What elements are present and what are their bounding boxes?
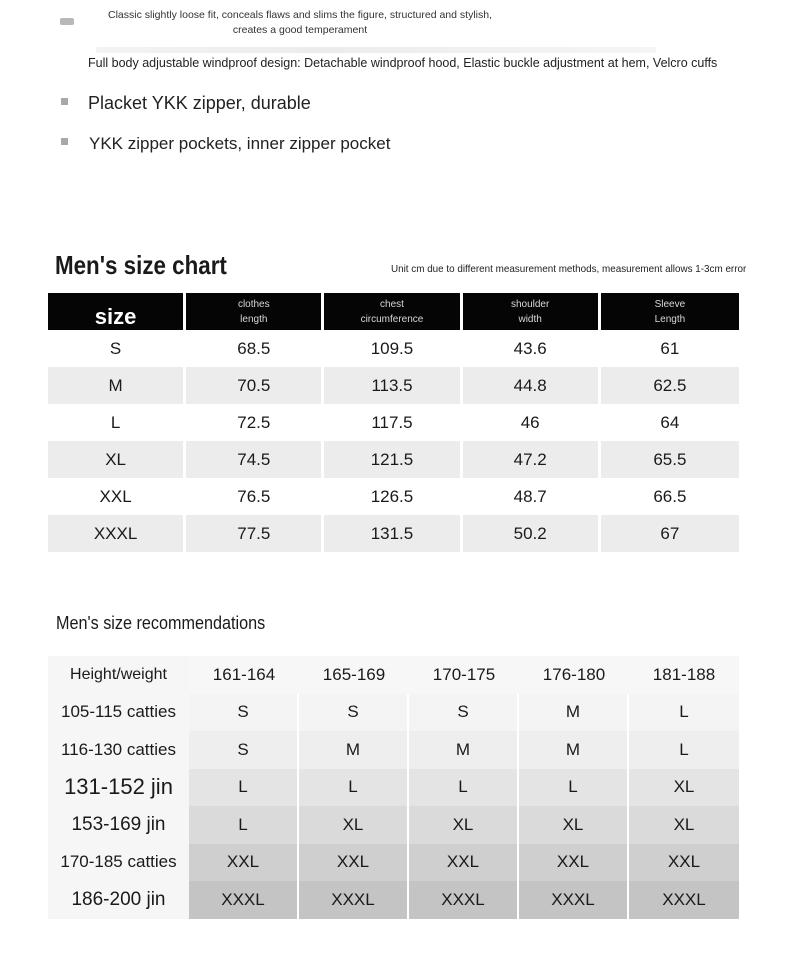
size-cell: XL (629, 806, 739, 844)
weight-label: 116-130 catties (48, 731, 189, 769)
size-cell: M (299, 731, 409, 769)
size-cell: L (299, 769, 409, 807)
cell-chest: 109.5 (324, 330, 462, 367)
cell-sleeve: 62.5 (601, 367, 739, 404)
header-clothes-length (186, 293, 324, 330)
header-label-top: shoulder (510, 298, 550, 310)
cell-size: XXL (48, 478, 186, 515)
recommendations-title: Men's size recommendations (56, 613, 266, 633)
size-cell: S (299, 694, 409, 732)
header-chest-circumference (324, 293, 462, 330)
header-height-weight: Height/weight (48, 656, 189, 694)
cell-sleeve: 64 (601, 404, 739, 441)
recommendations-header-row (48, 656, 739, 694)
size-cell: XXL (299, 844, 409, 882)
cell-shoulder: 43.6 (463, 330, 601, 367)
weight-label: 105-115 catties (48, 694, 189, 732)
cell-sleeve: 67 (601, 515, 739, 552)
feature-placket-text: Placket YKK zipper, durable (88, 93, 311, 113)
weight-label: 153-169 jin (48, 806, 189, 844)
header-label-bottom: Length (654, 313, 686, 325)
weight-label: 170-185 catties (48, 844, 189, 882)
size-cell: XXL (409, 844, 519, 882)
cell-size: L (48, 404, 186, 441)
table-row (48, 881, 739, 919)
size-cell: L (189, 806, 299, 844)
cell-chest: 117.5 (324, 404, 462, 441)
bullet-icon (60, 18, 74, 25)
cell-sleeve: 66.5 (601, 478, 739, 515)
header-size: size (48, 293, 186, 330)
size-cell: XXXL (299, 881, 409, 919)
cell-shoulder: 47.2 (463, 441, 601, 478)
table-row (48, 806, 739, 844)
size-cell: S (409, 694, 519, 732)
size-cell: XL (299, 806, 409, 844)
header-height: 165-169 (299, 656, 409, 694)
size-cell: XL (409, 806, 519, 844)
bullet-icon (61, 138, 68, 145)
header-label-bottom: length (240, 313, 268, 325)
header-label-bottom: circumference (360, 313, 424, 325)
size-cell: M (519, 694, 629, 732)
size-cell: S (189, 731, 299, 769)
cell-chest: 121.5 (324, 441, 462, 478)
cell-shoulder: 50.2 (463, 515, 601, 552)
header-label-top: chest (380, 298, 404, 310)
size-cell: XXXL (519, 881, 629, 919)
cell-sleeve: 61 (601, 330, 739, 367)
cell-clothes-length: 74.5 (186, 441, 324, 478)
header-label-top: Sleeve (654, 298, 686, 310)
header-height: 170-175 (409, 656, 519, 694)
header-label-top: clothes (237, 298, 270, 310)
cell-shoulder: 44.8 (463, 367, 601, 404)
header-label-bottom: width (518, 313, 542, 325)
size-cell: XXL (519, 844, 629, 882)
weight-label: 131-152 jin (48, 769, 189, 807)
size-cell: M (409, 731, 519, 769)
cell-shoulder: 46 (463, 404, 601, 441)
feature-pockets-text: YKK zipper pockets, inner zipper pocket (89, 134, 391, 153)
size-chart-table (48, 293, 739, 552)
table-row (48, 769, 739, 807)
table-row (48, 441, 739, 478)
size-cell: XXL (629, 844, 739, 882)
cell-chest: 113.5 (324, 367, 462, 404)
cell-size: M (48, 367, 186, 404)
header-shoulder-width (463, 293, 601, 330)
header-sleeve-length (601, 293, 739, 330)
table-row (48, 330, 739, 367)
header-height: 176-180 (519, 656, 629, 694)
cell-chest: 126.5 (324, 478, 462, 515)
size-cell: XL (629, 769, 739, 807)
cell-size: XL (48, 441, 186, 478)
size-chart-note: Unit cm due to different measurement methods, measurement allows 1-3cm error (391, 263, 747, 275)
size-chart-title: Men's size chart (55, 250, 227, 280)
size-cell: XXXL (189, 881, 299, 919)
header-height: 181-188 (629, 656, 739, 694)
size-cell: XL (519, 806, 629, 844)
table-row (48, 515, 739, 552)
recommendations-table (48, 656, 739, 919)
feature-fit-text: Classic slightly loose fit, conceals flaws and slims the figure, structured and stylish, creates a good temperament (108, 9, 492, 36)
size-cell: XXL (189, 844, 299, 882)
cell-sleeve: 65.5 (601, 441, 739, 478)
table-row (48, 367, 739, 404)
weight-label: 186-200 jin (48, 881, 189, 919)
cell-clothes-length: 76.5 (186, 478, 324, 515)
size-cell: L (409, 769, 519, 807)
table-row (48, 478, 739, 515)
cell-clothes-length: 68.5 (186, 330, 324, 367)
table-row (48, 844, 739, 882)
cell-clothes-length: 70.5 (186, 367, 324, 404)
table-row (48, 731, 739, 769)
feature-windproof-text: Full body adjustable windproof design: Detachable windproof hood, Elastic buckle adjustment at hem, Velcro cuffs (88, 56, 718, 70)
cell-clothes-length: 72.5 (186, 404, 324, 441)
size-chart-header-row (48, 293, 739, 330)
cell-size: XXXL (48, 515, 186, 552)
size-cell: M (519, 731, 629, 769)
header-height: 161-164 (189, 656, 299, 694)
bullet-icon (61, 98, 68, 105)
size-cell: S (189, 694, 299, 732)
cell-clothes-length: 77.5 (186, 515, 324, 552)
size-cell: L (629, 731, 739, 769)
cell-shoulder: 48.7 (463, 478, 601, 515)
table-row (48, 404, 739, 441)
table-row (48, 694, 739, 732)
size-cell: XXXL (629, 881, 739, 919)
cell-size: S (48, 330, 186, 367)
size-cell: XXXL (409, 881, 519, 919)
cell-chest: 131.5 (324, 515, 462, 552)
size-cell: L (519, 769, 629, 807)
size-cell: L (629, 694, 739, 732)
size-cell: L (189, 769, 299, 807)
faded-text-line (96, 47, 656, 53)
